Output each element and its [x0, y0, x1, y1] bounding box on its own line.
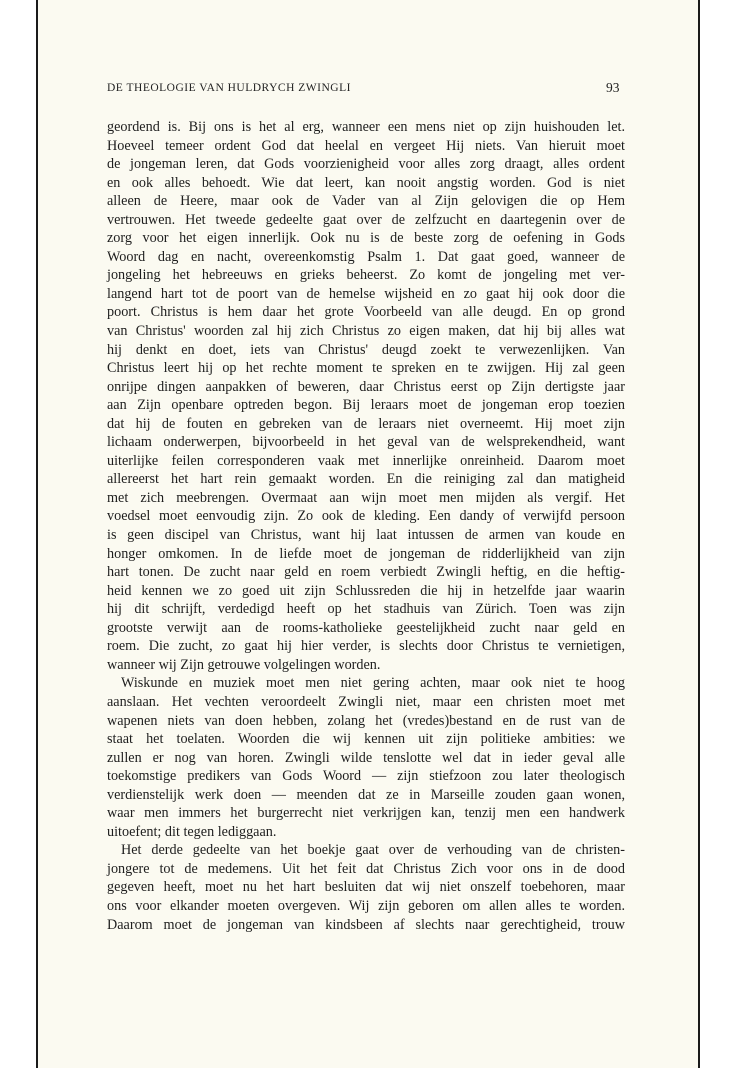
- text-line: waar men immers het burgerrecht niet verkrijgen kan, tenzij men een handwerk: [107, 805, 625, 822]
- text-line: Daarom moet de jongeman van kindsbeen af slechts naar gerechtigheid, trouw: [107, 916, 625, 933]
- text-line: met zich meebrengen. Overmaat aan wijn moet men mijden als vergif. Het: [107, 489, 625, 506]
- scan-edge-left: [36, 0, 38, 1068]
- text-line: aanslaan. Het vechten veroordeelt Zwingli niet, maar een christen moet met: [107, 693, 625, 710]
- text-line: van Christus' woorden zal hij zich Christus zo eigen maken, dat hij bij alles wat: [107, 323, 625, 340]
- text-line: allereerst het hart rein gemaakt worden. En die reiniging zal dan matigheid: [107, 471, 625, 488]
- text-line: heid kennen we zo goed uit zijn Schlussreden die hij in hetzelfde jaar waarin: [107, 582, 625, 599]
- text-line: zullen er nog van horen. Zwingli wilde tenslotte wel dat in ieder geval alle: [107, 749, 625, 766]
- text-line: hart tonen. De zucht naar geld en roem verbiedt Zwingli heftig, en die heftig-: [107, 564, 625, 581]
- text-line: lichaam onderwerpen, bijvoorbeeld in het geval van de welsprekendheid, want: [107, 434, 625, 451]
- text-line: hij denkt en doet, iets van Christus' deugd zoekt te verwezenlijken. Van: [107, 341, 625, 358]
- text-line: wanneer wij Zijn getrouwe volgelingen worden.: [107, 656, 381, 673]
- scan-edge-right: [698, 0, 700, 1068]
- text-line: toekomstige predikers van Gods Woord — zijn stiefzoon zou later theologisch: [107, 768, 625, 785]
- text-line: Het derde gedeelte van het boekje gaat over de verhouding van de christen-: [121, 842, 625, 859]
- text-line: grootste verwijt aan de rooms-katholieke geestelijkheid zucht naar geld en: [107, 619, 625, 636]
- body-text: [107, 118, 625, 934]
- text-line: geordend is. Bij ons is het al erg, wanneer een mens niet op zijn huishouden let.: [107, 119, 625, 135]
- text-line: hij dit schrijft, verdedigd heeft op het stadhuis van Zürich. Toen was zijn: [107, 601, 625, 618]
- text-line: staat het toelaten. Woorden die wij kennen uit zijn politieke ambities: we: [107, 731, 625, 748]
- text-line: poort. Christus is hem daar het grote Voorbeeld van alle deugd. En op grond: [107, 304, 625, 321]
- text-line: jongeling het hebreeuws en grieks beheerst. Zo komt de jongeling met ver-: [107, 267, 625, 284]
- text-line: en ook alles behoedt. Wie dat leert, kan nooit angstig worden. God is niet: [107, 174, 625, 191]
- text-line: is geen discipel van Christus, want hij laat intussen de armen van koude en: [107, 527, 625, 544]
- text-line: aan Zijn openbare optreden begon. Bij leraars moet de jongeman erop toezien: [107, 397, 625, 414]
- text-line: wapenen niets van doen hebben, zolang het (vredes)bestand en de rust van de: [107, 712, 625, 729]
- text-line: roem. Die zucht, zo gaat hij hier verder, is slechts door Christus te vernietigen,: [107, 638, 625, 655]
- running-header: DE THEOLOGIE VAN HULDRYCH ZWINGLI: [107, 82, 351, 94]
- text-line: voedsel moet eenvoudig zijn. Zo ook de kleding. Een dandy of verwijfd persoon: [107, 508, 625, 525]
- text-line: Wiskunde en muziek moet men niet gering achten, maar ook niet te hoog: [121, 675, 625, 692]
- text-line: alleen de Heere, maar ook de Vader van al Zijn gelovigen die op Hem: [107, 193, 625, 210]
- text-line: ons voor elkander moeten overgeven. Wij zijn geboren om allen alles te worden.: [107, 897, 625, 914]
- text-line: Woord dag en nacht, overeenkomstig Psalm 1. Dat gaat goed, wanneer de: [107, 248, 625, 265]
- text-line: zorg voor het eigen innerlijk. Ook nu is de beste zorg de oefening in Gods: [107, 230, 625, 247]
- text-line: de jongeman leren, dat Gods voorzienigheid voor alles zorg draagt, alles ordent: [107, 156, 625, 173]
- text-line: jongere tot de medemens. Uit het feit dat Christus Zich voor ons in de dood: [107, 860, 625, 877]
- text-line: honger omkomen. In de liefde moet de jongeman de ridderlijkheid van zijn: [107, 545, 625, 562]
- text-line: uiterlijke feilen corresponderen vaak met innerlijke onreinheid. Daarom moet: [107, 452, 625, 469]
- text-line: dat hij de fouten en gebreken van de leraars niet overneemt. Hij moet zijn: [107, 415, 625, 432]
- text-line: onrijpe dingen aanpakken of beweren, daar Christus eerst op Zijn dertigste jaar: [107, 378, 625, 395]
- text-line: langend hart tot de poort van de hemelse wijsheid en zo gaat hij ook door die: [107, 285, 625, 302]
- text-line: vertrouwen. Het tweede gedeelte gaat over de zelfzucht en daartegenin over de: [107, 211, 625, 228]
- text-line: uitoefent; dit tegen lediggaan.: [107, 823, 277, 840]
- text-line: gegeven heeft, moet nu het hart besluiten dat wij niet onszelf toebehoren, maar: [107, 879, 625, 896]
- text-line: verdienstelijk werk doen — meenden dat ze in Marseille zouden gaan wonen,: [107, 786, 625, 803]
- text-line: Hoeveel temeer ordent God dat heelal en vergeet Hij niets. Van hieruit moet: [107, 137, 625, 154]
- text-line: Christus leert hij op het rechte moment te spreken en te zwijgen. Hij zal geen: [107, 360, 625, 377]
- page-number: 93: [606, 80, 620, 95]
